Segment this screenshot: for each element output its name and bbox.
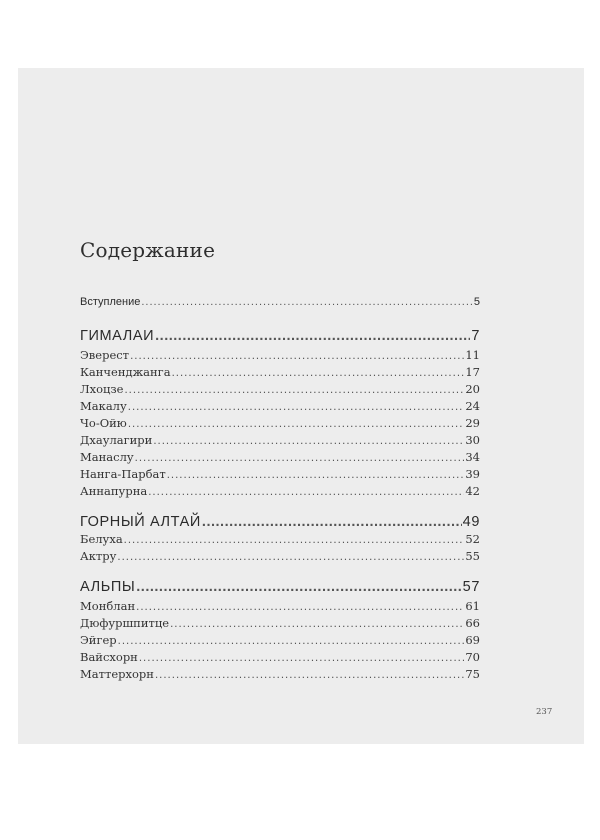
dot-leader (153, 433, 464, 449)
toc-entry-label: Маттерхорн (80, 667, 154, 681)
toc-title: Содержание (80, 238, 216, 262)
toc-entry (80, 531, 480, 547)
toc-section-label: ГОРНЫЙ АЛТАЙ (80, 514, 201, 530)
toc-entry (80, 449, 480, 465)
dot-leader (117, 549, 464, 565)
toc-entry-page: 34 (465, 450, 480, 464)
toc-entry (80, 548, 480, 564)
toc-entry-label: Дхаулагири (80, 433, 153, 447)
toc-entry (80, 666, 480, 682)
toc-entry-label: Чо-Ойю (80, 416, 127, 430)
toc-entry-page: 52 (465, 532, 480, 546)
toc-entry-page: 30 (465, 433, 480, 447)
toc-entry (80, 381, 480, 397)
toc-entry-label: Нанга-Парбат (80, 467, 166, 481)
toc-entry-label: Дюфуршпитце (80, 616, 170, 630)
dot-leader (139, 650, 465, 666)
dot-leader (136, 599, 464, 615)
toc-entry (80, 466, 480, 482)
toc-section-altai (80, 512, 480, 532)
page-number: 237 (536, 707, 553, 717)
toc-entry (80, 398, 480, 414)
dot-leader (118, 633, 465, 649)
dot-leader (128, 399, 465, 415)
toc-entry-page: 61 (465, 599, 480, 613)
toc-entry (80, 415, 480, 431)
toc-entry-label: Белуха (80, 532, 123, 546)
toc-entry-label: Аннапурна (80, 484, 148, 498)
toc-entry-label: Канченджанга (80, 365, 171, 379)
dot-leader (136, 577, 461, 597)
toc-entry-page: 70 (465, 650, 480, 664)
toc-entry-page: 17 (465, 365, 480, 379)
toc-entry-page: 69 (465, 633, 480, 647)
toc-entry (80, 632, 480, 648)
toc-section-alps (80, 577, 480, 597)
toc-entry-page: 66 (465, 616, 480, 630)
toc-entry-label: Вайсхорн (80, 650, 138, 664)
dot-leader (135, 450, 465, 466)
dot-leader (148, 484, 464, 500)
toc-section-label: АЛЬПЫ (80, 579, 136, 595)
toc-entry (80, 483, 480, 499)
toc-section-page: 49 (462, 514, 480, 530)
toc-section-himalayas (80, 326, 480, 346)
dot-leader (124, 532, 465, 548)
toc-entry-page: 5 (473, 296, 480, 308)
dot-leader (141, 296, 473, 308)
toc-entry-intro (80, 296, 480, 308)
toc-entry-page: 20 (465, 382, 480, 396)
dot-leader (155, 667, 464, 683)
toc-entry-label: Актру (80, 549, 117, 563)
toc-entry-page: 29 (465, 416, 480, 430)
toc-entry-label: Манаслу (80, 450, 134, 464)
toc-section-page: 57 (462, 579, 480, 595)
dot-leader (170, 616, 464, 632)
toc-entry-page: 39 (465, 467, 480, 481)
dot-leader (172, 365, 465, 381)
toc-entry (80, 649, 480, 665)
toc-entry-page: 11 (465, 348, 480, 362)
toc-entry-page: 75 (465, 667, 480, 681)
toc-entry (80, 598, 480, 614)
toc-entry-label: Макалу (80, 399, 127, 413)
dot-leader (128, 416, 465, 432)
toc-entry-page: 42 (465, 484, 480, 498)
toc-entry-page: 55 (465, 549, 480, 563)
toc-entry-label: Монблан (80, 599, 136, 613)
toc-entry-label: Эйгер (80, 633, 117, 647)
toc-entry-label: Эверест (80, 348, 130, 362)
toc-entry-label: Лхоцзе (80, 382, 124, 396)
dot-leader (124, 382, 464, 398)
toc-entry (80, 615, 480, 631)
dot-leader (130, 348, 464, 364)
toc-entry (80, 432, 480, 448)
dot-leader (155, 326, 470, 346)
toc-entry-page: 24 (465, 399, 480, 413)
toc-entry (80, 347, 480, 363)
toc-entry-label: Вступление (80, 296, 141, 308)
toc-section-label: ГИМАЛАИ (80, 328, 155, 344)
toc-section-page: 7 (471, 328, 480, 344)
dot-leader (167, 467, 465, 483)
dot-leader (202, 512, 462, 532)
toc-entry (80, 364, 480, 380)
